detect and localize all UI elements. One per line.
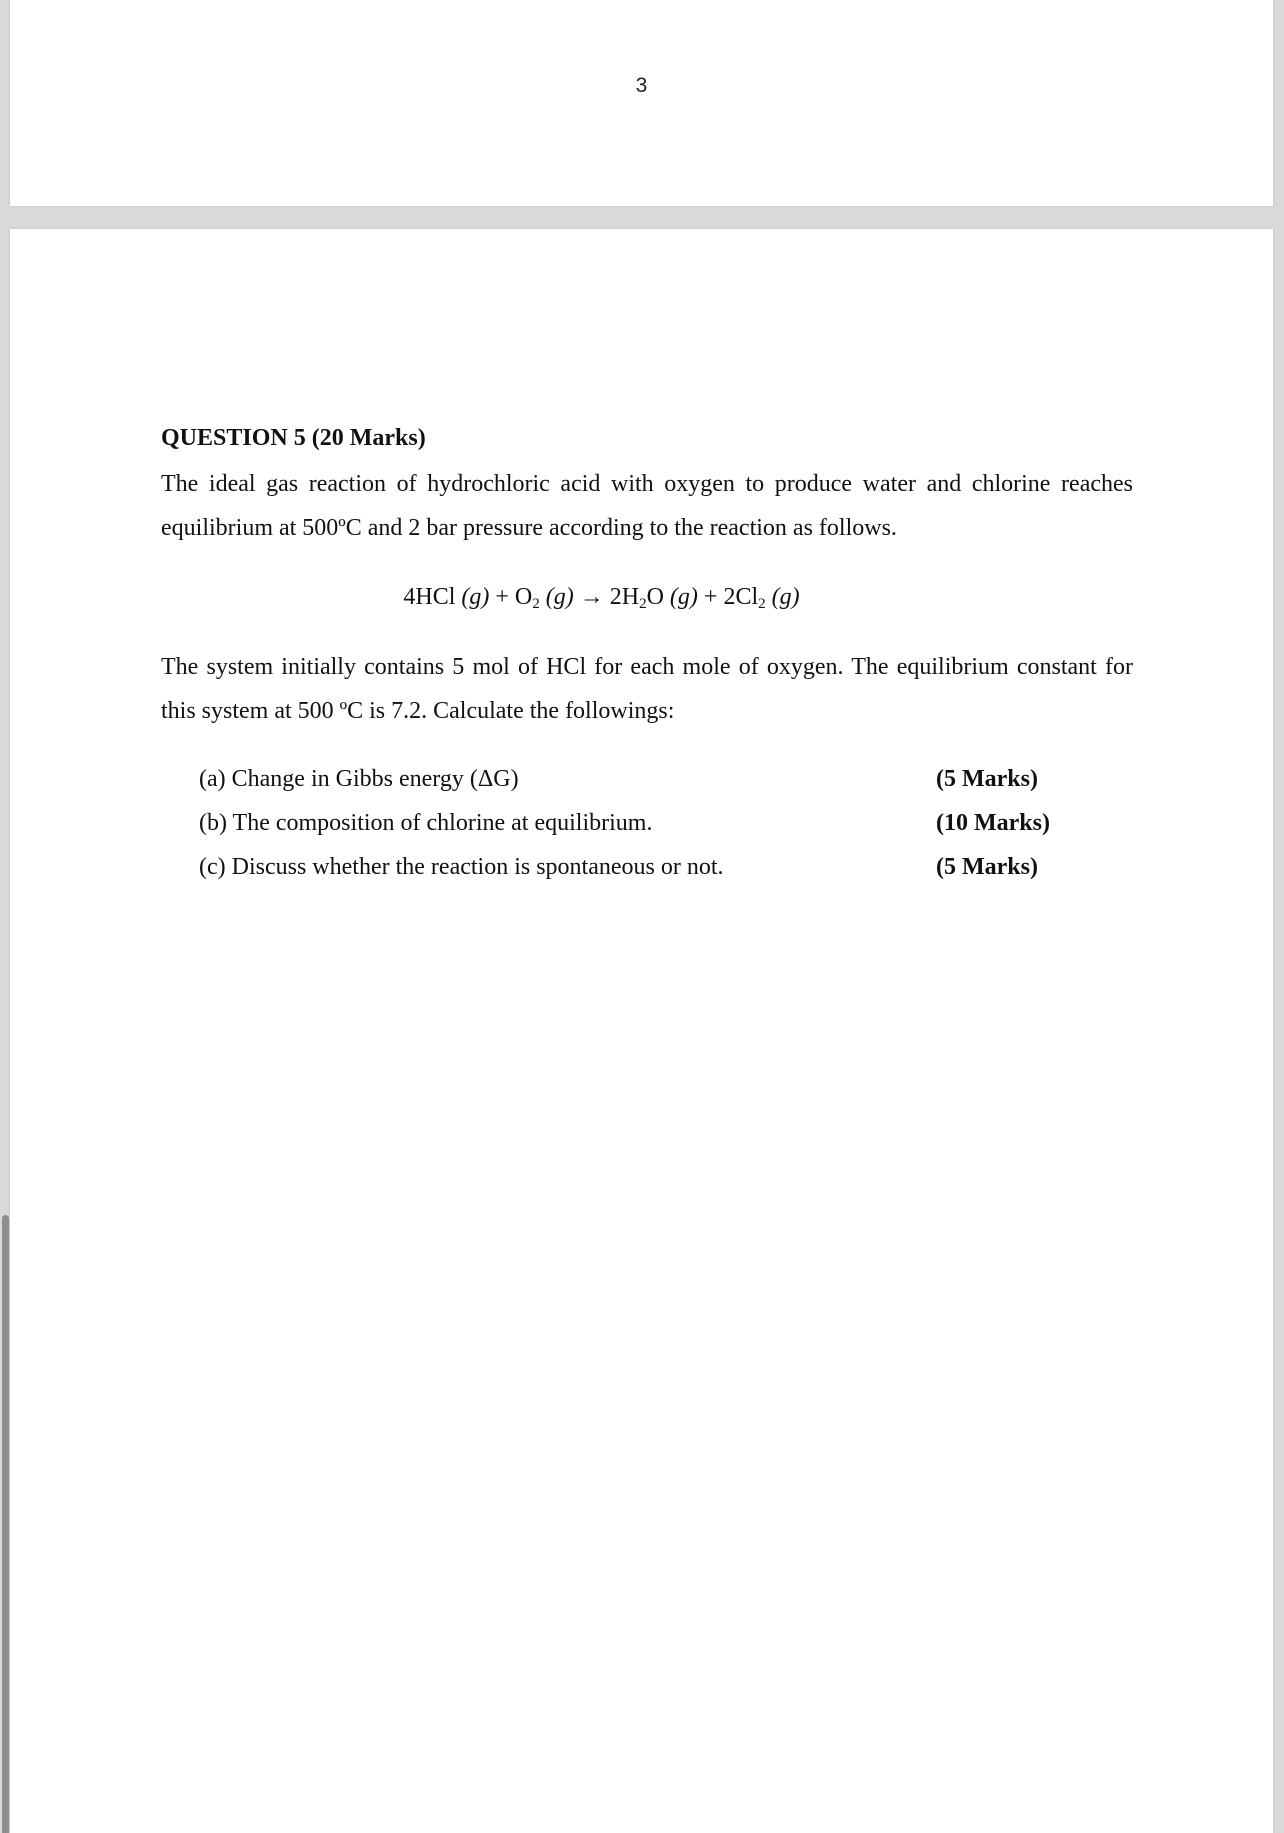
- previous-page: [10, 0, 1273, 206]
- current-page: [10, 229, 1273, 1833]
- vertical-scrollbar[interactable]: [0, 1215, 9, 1833]
- part-marks: (5 Marks): [936, 854, 1038, 880]
- page-number: 3: [635, 74, 648, 97]
- reaction-equation: 4HCl $(g) + O_2$ $(g) \to 2H_2O$ $(g) + 2Cl_2$ (g): [403, 584, 800, 612]
- question-intro: The ideal gas reaction of hydrochloric acid with oxygen to produce water and chlorine reaches equilibrium at 500ºC and 2 bar pressure according to the reaction as follows.: [161, 471, 1133, 541]
- part-label: (c) Discuss whether the reaction is spontaneous or not.: [199, 854, 724, 880]
- question-body: The system initially contains 5 mol of HCl for each mole of oxygen. The equilibrium constant for this system at 500 ºC is 7.2. Calculate the followings:: [161, 654, 1133, 724]
- scrollbar-thumb[interactable]: [2, 1215, 9, 1833]
- question-part-a: [199, 757, 1099, 801]
- part-marks: (5 Marks): [936, 766, 1038, 792]
- question-part-c: [199, 845, 1099, 889]
- question-part-b: [199, 801, 1099, 845]
- part-label: (a) Change in Gibbs energy (ΔG): [199, 766, 519, 792]
- part-marks: (10 Marks): [936, 810, 1050, 836]
- question-parts-list: [199, 757, 1099, 889]
- question-heading: QUESTION 5 (20 Marks): [161, 425, 426, 451]
- part-label: (b) The composition of chlorine at equilibrium.: [199, 810, 653, 836]
